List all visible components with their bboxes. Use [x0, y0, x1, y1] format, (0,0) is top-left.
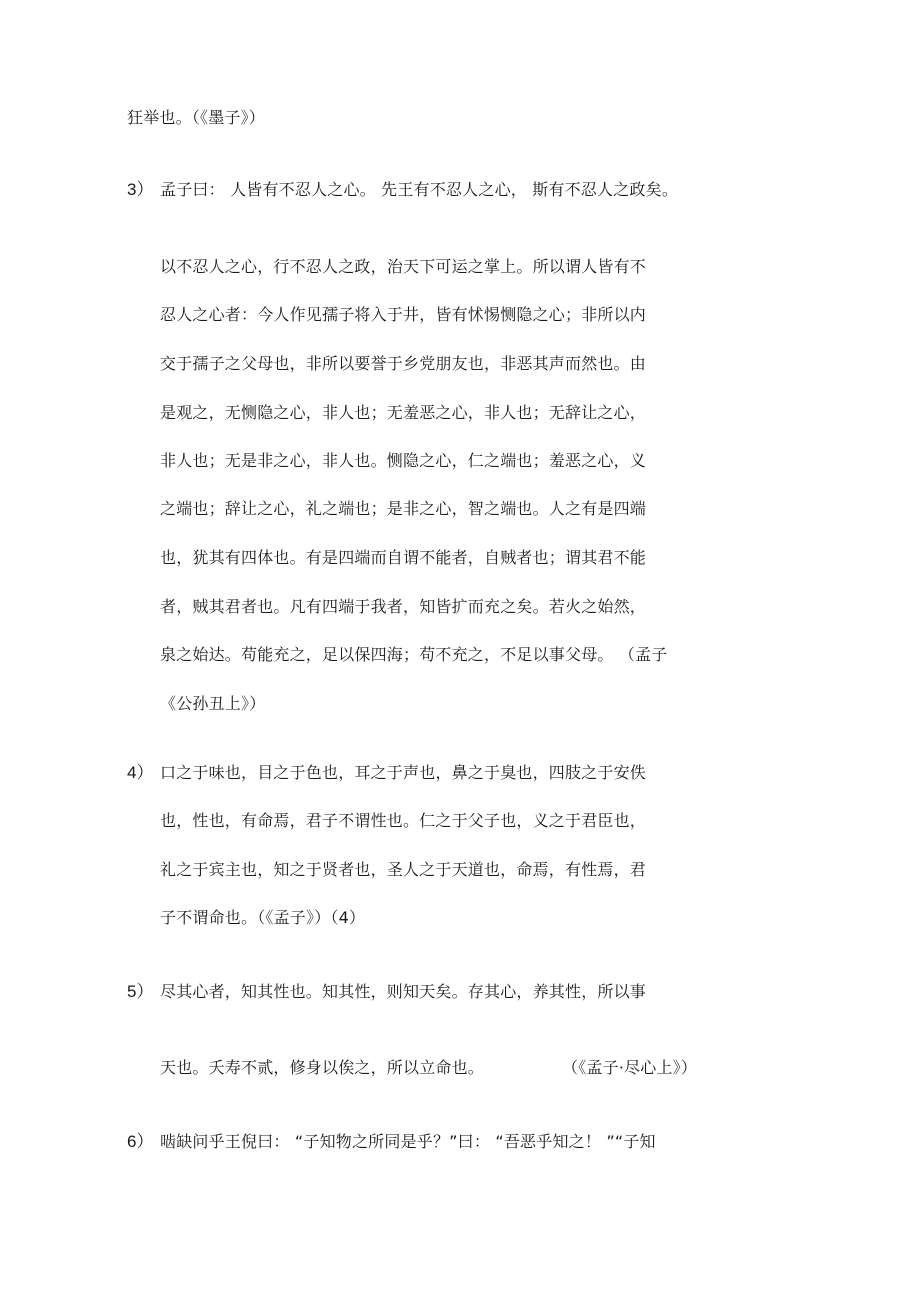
item-3-line-1: 孟子曰： 人皆有不忍人之心。 先王有不忍人之心， 斯有不忍人之政矣。 [160, 180, 679, 199]
item-number-6: 6） [127, 1132, 154, 1151]
item-3-line-11: 《公孙丑上》） [160, 694, 266, 713]
item-5-citation: （《孟子·尽心上》） [562, 1058, 698, 1077]
item-4-line-2: 也，性也，有命焉，君子不谓性也。仁之于父子也，义之于君臣也， [160, 811, 647, 830]
item-4-line-4: 子不谓命也。（《孟子》）（4） [160, 908, 366, 927]
item-3-line-10: 泉之始达。苟能充之，足以保四海；苟不充之，不足以事父母。 （孟子 [160, 645, 668, 664]
item-3-line-3: 忍人之心者：今人作见孺子将入于井，皆有怵惕恻隐之心；非所以内 [160, 305, 647, 324]
item-number-5: 5） [127, 982, 154, 1001]
item-3-line-7: 之端也；辞让之心，礼之端也；是非之心，智之端也。人之有是四端 [160, 499, 647, 518]
item-5-line-1: 尽其心者，知其性也。知其性，则知天矣。存其心，养其性，所以事 [160, 982, 647, 1001]
item-number-4: 4） [127, 763, 154, 782]
item-3-line-9: 者，贼其君者也。凡有四端于我者，知皆扩而充之矣。若火之始然， [160, 597, 647, 616]
item-3-line-6: 非人也；无是非之心，非人也。恻隐之心，仁之端也；羞恶之心，义 [160, 451, 647, 470]
item-6-line-1: 啮缺问乎王倪曰： “子知物之所同是乎？”曰： “吾恶乎知之！ ”“子知 [160, 1132, 656, 1151]
item-4-line-3: 礼之于宾主也，知之于贤者也，圣人之于天道也，命焉，有性焉，君 [160, 860, 647, 879]
item-5-line-2: 天也。夭寿不贰，修身以俟之，所以立命也。 [160, 1058, 485, 1077]
intro-line: 狂举也。（《墨子》） [127, 108, 266, 127]
item-4-line-1: 口之于味也，目之于色也，耳之于声也，鼻之于臭也，四肢之于安佚 [160, 763, 647, 782]
item-3-line-5: 是观之，无恻隐之心，非人也；无羞恶之心，非人也；无辞让之心， [160, 403, 647, 422]
item-number-3: 3） [127, 180, 154, 199]
item-3-line-2: 以不忍人之心，行不忍人之政，治天下可运之掌上。所以谓人皆有不 [160, 257, 647, 276]
item-3-line-4: 交于孺子之父母也，非所以要誉于乡党朋友也，非恶其声而然也。由 [160, 354, 647, 373]
item-3-line-8: 也，犹其有四体也。有是四端而自谓不能者，自贼者也；谓其君不能 [160, 548, 647, 567]
